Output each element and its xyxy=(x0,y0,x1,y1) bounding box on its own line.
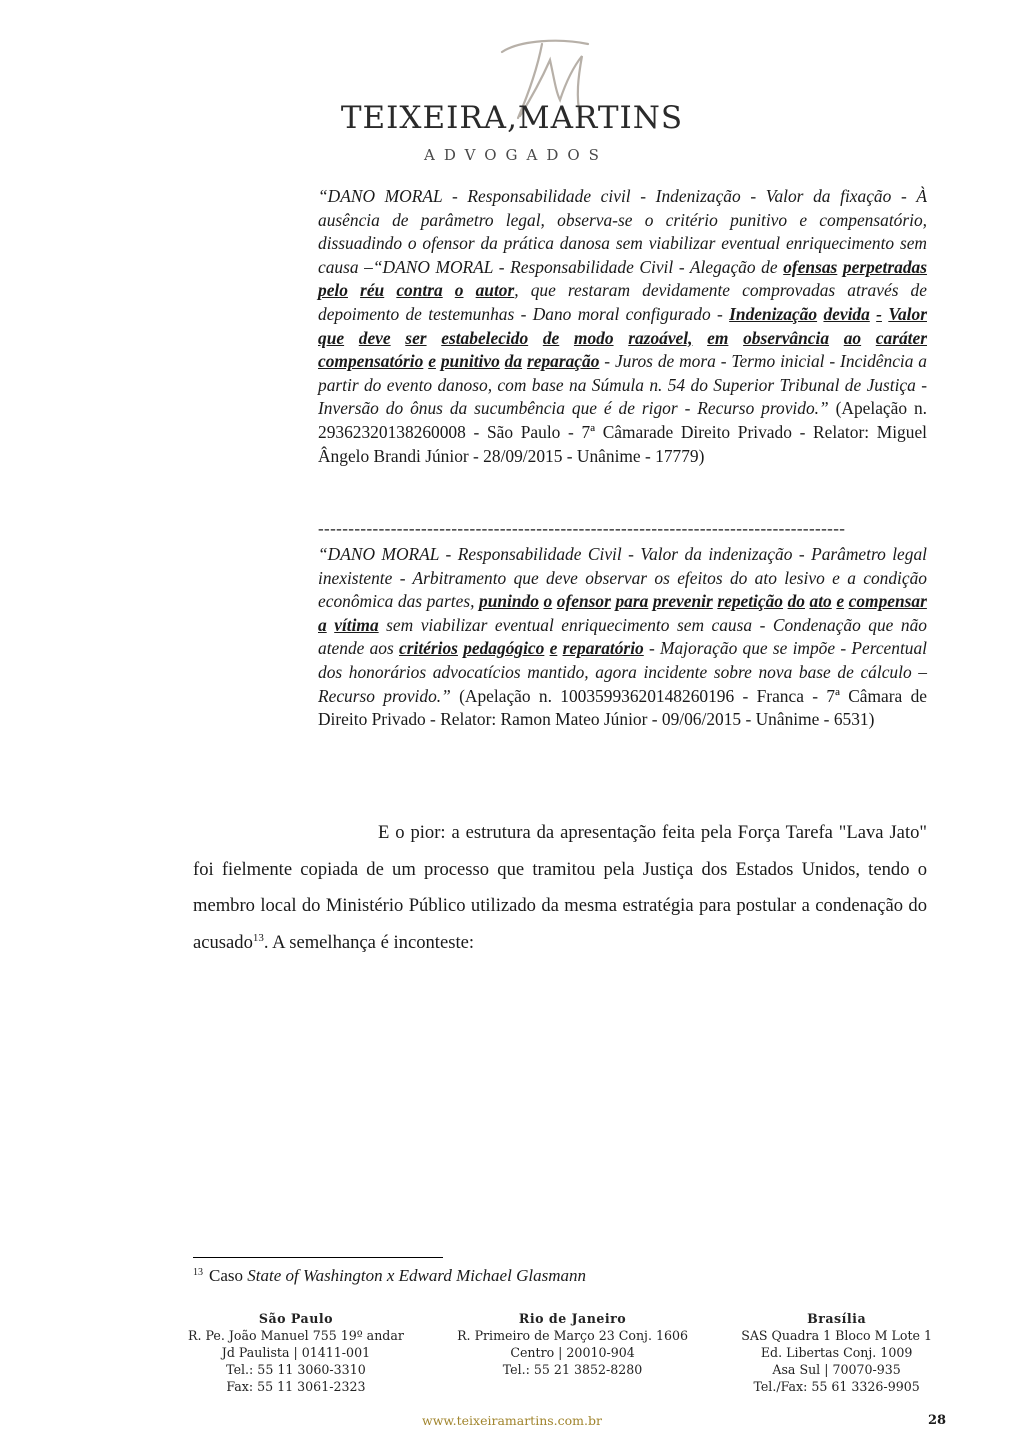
quote-text xyxy=(443,280,455,300)
emphasized-term: autor xyxy=(475,280,515,301)
emphasized-term: reparação xyxy=(526,351,600,372)
quote-text: “DANO MORAL - Responsabilidade Civil - Valor da indenização - Parâmetro legal inexistente - Arbitramento que deve observar os efeitos do ato lesivo e a condição econômica das partes, xyxy=(318,544,927,612)
emphasized-term: razoável, xyxy=(628,327,693,348)
page-number: 28 xyxy=(928,1413,947,1428)
footnote xyxy=(193,1265,927,1287)
emphasized-term: punindo xyxy=(479,591,539,612)
emphasized-term: de xyxy=(542,327,560,348)
quotation-block-1 xyxy=(318,185,927,468)
office-city: Brasília xyxy=(807,1311,867,1326)
emphasized-term: que xyxy=(318,327,345,348)
quote-text xyxy=(559,328,574,348)
quote-text xyxy=(829,328,844,348)
emphasized-term: modo xyxy=(573,327,614,348)
quotation-block-2 xyxy=(318,543,927,732)
office-sao-paulo xyxy=(188,1310,404,1395)
quote-text xyxy=(464,280,476,300)
emphasized-term: contra xyxy=(396,280,443,301)
divider-dashes: --------------------------------------------------------------------------------------- xyxy=(318,519,846,538)
quote-text: - Majoração que se impõe - Percentual dos honorários advocatícios mantido, agora incidente sobre nova base de cálculo – Recurso provido.” xyxy=(318,638,928,706)
quote-text xyxy=(861,328,876,348)
footnote-reference[interactable]: 13 xyxy=(252,931,264,944)
footnote-case-name: State of Washington x Edward Michael Glasmann xyxy=(247,1266,586,1285)
quote-text xyxy=(528,328,543,348)
website-link[interactable]: www.teixeiramartins.com.br xyxy=(422,1413,602,1428)
emphasized-term: vítima xyxy=(334,614,379,635)
emphasized-term: estabelecido xyxy=(441,327,529,348)
office-line: SAS Quadra 1 Bloco M Lote 1 xyxy=(741,1328,932,1343)
emphasized-term: repetição xyxy=(717,591,784,612)
office-brasilia xyxy=(741,1310,932,1395)
emphasized-term: reparatório xyxy=(562,638,644,659)
firm-subtitle: ADVOGADOS xyxy=(424,146,608,164)
emphasized-term: a xyxy=(318,614,327,635)
footnote-prefix: Caso xyxy=(209,1266,248,1285)
emphasized-term: e xyxy=(836,591,845,612)
emphasized-term: pedagógico xyxy=(463,638,545,659)
emphasized-term: réu xyxy=(360,280,385,301)
office-line: Tel./Fax: 55 61 3326-9905 xyxy=(753,1379,920,1394)
emphasized-term: deve xyxy=(358,327,391,348)
emphasized-term: punitivo xyxy=(440,351,500,372)
body-text: E o pior: a estrutura da apresentação feita pela Força Tarefa "Lava Jato" foi fielmente copiada de um processo que tramitou pela Justiça dos Estados Unidos, tendo o membro local do Ministério Público utilizado da mesma estratégia para postular a condenação do acusado xyxy=(193,822,927,953)
emphasized-term: em xyxy=(707,327,729,348)
quote-text xyxy=(348,280,360,300)
footnote-number: 13 xyxy=(193,1267,203,1278)
emphasized-term: caráter xyxy=(875,327,927,348)
quote-text xyxy=(427,328,442,348)
office-line: Fax: 55 11 3061-2323 xyxy=(226,1379,366,1394)
office-line: Jd Paulista | 01411-001 xyxy=(221,1345,371,1360)
firm-name: TEIXEIRA,MARTINS xyxy=(340,100,684,136)
emphasized-term: o xyxy=(543,591,553,612)
emphasized-term: ao xyxy=(843,327,862,348)
emphasized-term: ato xyxy=(809,591,832,612)
office-city: São Paulo xyxy=(258,1311,334,1326)
quote-text: sem viabilizar eventual enriquecimento sem causa - Condenação que não atende aos xyxy=(318,614,927,659)
emphasized-term: ser xyxy=(405,327,427,348)
emphasized-term: critérios xyxy=(399,638,458,659)
quote-text xyxy=(614,328,629,348)
emphasized-term: - xyxy=(876,303,882,324)
quote-text xyxy=(391,328,406,348)
office-line: Centro | 20010-904 xyxy=(510,1345,635,1360)
emphasized-term: e xyxy=(549,638,558,659)
emphasized-term: e xyxy=(428,351,436,372)
quote-text xyxy=(692,328,707,348)
quote-text: - Juros de mora - Termo inicial - Incidência a partir do evento danoso, com base na Súmula n. 54 do Superior Tribunal de Justiça - Inversão do ônus da sucumbência que é de rigor - Recurso provido.” xyxy=(318,351,928,419)
emphasized-term: pelo xyxy=(318,280,348,301)
footnote-divider xyxy=(193,1257,443,1258)
emphasized-term: perpetradas xyxy=(842,256,927,277)
emphasized-term: prevenir xyxy=(652,591,713,612)
quote-text: “DANO MORAL - Responsabilidade civil - Indenização - Valor da fixação - À ausência de parâmetro legal, observa-se o critério punitivo e compensatório, dissuadindo o ofensor da prática danosa sem viabilizar eventual enriquecimento sem causa –“DANO MORAL - Responsabilidade Civil - Alegação de xyxy=(318,186,927,277)
office-city: Rio de Janeiro xyxy=(518,1311,627,1326)
citation-reference: (Apelação n. 10035993620148260196 - Franca - 7ª Câmara de Direito Privado - Relator: Ramon Mateo Júnior - 09/06/2015 - Unânime - 6531) xyxy=(318,685,928,730)
office-rio-de-janeiro xyxy=(457,1310,688,1395)
body-text-end: . A semelhança é inconteste: xyxy=(263,931,475,953)
office-line: Ed. Libertas Conj. 1009 xyxy=(760,1345,913,1360)
emphasized-term: o xyxy=(454,280,464,301)
emphasized-term: da xyxy=(504,351,523,372)
emphasized-term: compensar xyxy=(848,591,927,612)
emphasized-term: ofensas xyxy=(783,256,838,277)
office-line: Asa Sul | 70070-935 xyxy=(772,1362,901,1377)
emphasized-term: para xyxy=(615,591,649,612)
office-line: Tel.: 55 21 3852-8280 xyxy=(502,1362,643,1377)
letterhead xyxy=(0,22,1024,164)
office-addresses xyxy=(188,1310,932,1395)
body-paragraph xyxy=(193,815,927,961)
office-line: Tel.: 55 11 3060-3310 xyxy=(226,1362,366,1377)
emphasized-term: Indenização xyxy=(729,303,818,324)
emphasized-term: ofensor xyxy=(556,591,611,612)
citation-reference: (Apelação n. 29362320138260008 - São Paulo - 7ª Câmarade Direito Privado - Relator: Miguel Ângelo Brandi Júnior - 28/09/2015 - Unânime - 17779) xyxy=(318,398,928,466)
quote-text: , que restaram devidamente comprovadas através de depoimento de testemunhas - Dano moral configurado - xyxy=(318,280,927,324)
emphasized-term: compensatório xyxy=(318,351,424,372)
emphasized-term: devida xyxy=(823,303,870,324)
quote-text xyxy=(728,328,743,348)
office-line: R. Pe. João Manuel 755 19º andar xyxy=(188,1328,404,1343)
emphasized-term: observância xyxy=(743,327,830,348)
emphasized-term: do xyxy=(787,591,805,612)
quote-text xyxy=(344,328,359,348)
quote-text xyxy=(384,280,396,300)
office-line: R. Primeiro de Março 23 Conj. 1606 xyxy=(457,1328,689,1343)
emphasized-term: Valor xyxy=(888,303,927,324)
